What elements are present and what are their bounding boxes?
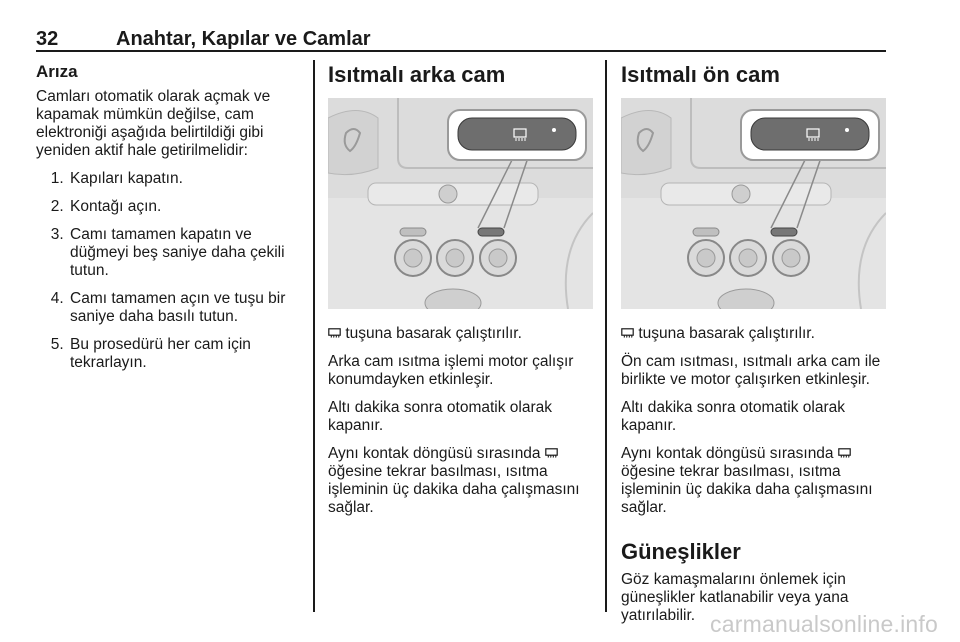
list-item: 3. Camı tamamen kapatın ve düğmeyi beş saniye daha çekili tutun. xyxy=(68,226,296,280)
paragraph: Ön cam ısıtması, ısıtmalı arka cam ile birlikte ve motor çalışırken etkinleşir. xyxy=(621,353,881,388)
paragraph: Altı dakika sonra otomatik olarak kapanır. xyxy=(328,399,552,434)
list-item: 5. Bu prosedürü her cam için tekrarlayın. xyxy=(68,336,296,372)
column-2 xyxy=(328,62,593,527)
rear-window-heater-icon xyxy=(621,328,634,339)
list-item: 1. Kapıları kapatın. xyxy=(68,170,296,188)
paragraph: Aynı kontak döngüsü sırasında öğesine tekrar basılması, ısıtma işleminin üç dakika daha çalışmasını sağlar. xyxy=(621,445,873,516)
column-divider-1 xyxy=(313,60,315,612)
steps-list xyxy=(36,170,296,372)
list-item: 4. Camı tamamen açın ve tuşu bir saniye daha basılı tutun. xyxy=(68,290,296,326)
column-1 xyxy=(36,62,296,382)
paragraph: Göz kamaşmalarını önlemek için güneşlikler katlanabilir veya yana yatırılabilir. xyxy=(621,571,849,624)
page-title: Anahtar, Kapılar ve Camlar xyxy=(116,28,371,50)
paragraph: Altı dakika sonra otomatik olarak kapanır. xyxy=(621,399,845,434)
rear-window-heater-icon xyxy=(328,328,341,339)
section-heading-front-window: Isıtmalı ön cam xyxy=(621,62,780,87)
column-divider-2 xyxy=(605,60,607,612)
paragraph: tuşuna basarak çalıştırılır. xyxy=(328,325,593,343)
page-number: 32 xyxy=(36,28,59,50)
column-3 xyxy=(621,62,889,635)
list-item: 2. Kontağı açın. xyxy=(68,198,296,216)
intro-paragraph: Camları otomatik olarak açmak ve kapamak mümkün değilse, cam elektroniği aşağıda belirtildiği gibi yeniden aktif hale getirilmelidir: xyxy=(36,88,271,159)
paragraph: Arka cam ısıtma işlemi motor çalışır konumdayken etkinleşir. xyxy=(328,353,574,388)
paragraph: tuşuna basarak çalıştırılır. xyxy=(621,325,889,343)
section-heading-sunvisors: Güneşlikler xyxy=(621,539,741,564)
rear-window-heater-icon xyxy=(545,448,558,459)
section-heading-ariza: Arıza xyxy=(36,62,78,81)
dashboard-illustration-front xyxy=(621,98,886,309)
paragraph: Aynı kontak döngüsü sırasında öğesine tekrar basılması, ısıtma işleminin üç dakika daha çalışmasını sağlar. xyxy=(328,445,580,516)
header-rule xyxy=(36,50,886,52)
rear-window-heater-icon xyxy=(838,448,851,459)
page-header xyxy=(36,28,886,52)
section-heading-rear-window: Isıtmalı arka cam xyxy=(328,62,506,87)
watermark: carmanualsonline.info xyxy=(710,611,938,637)
dashboard-illustration-rear xyxy=(328,98,593,309)
